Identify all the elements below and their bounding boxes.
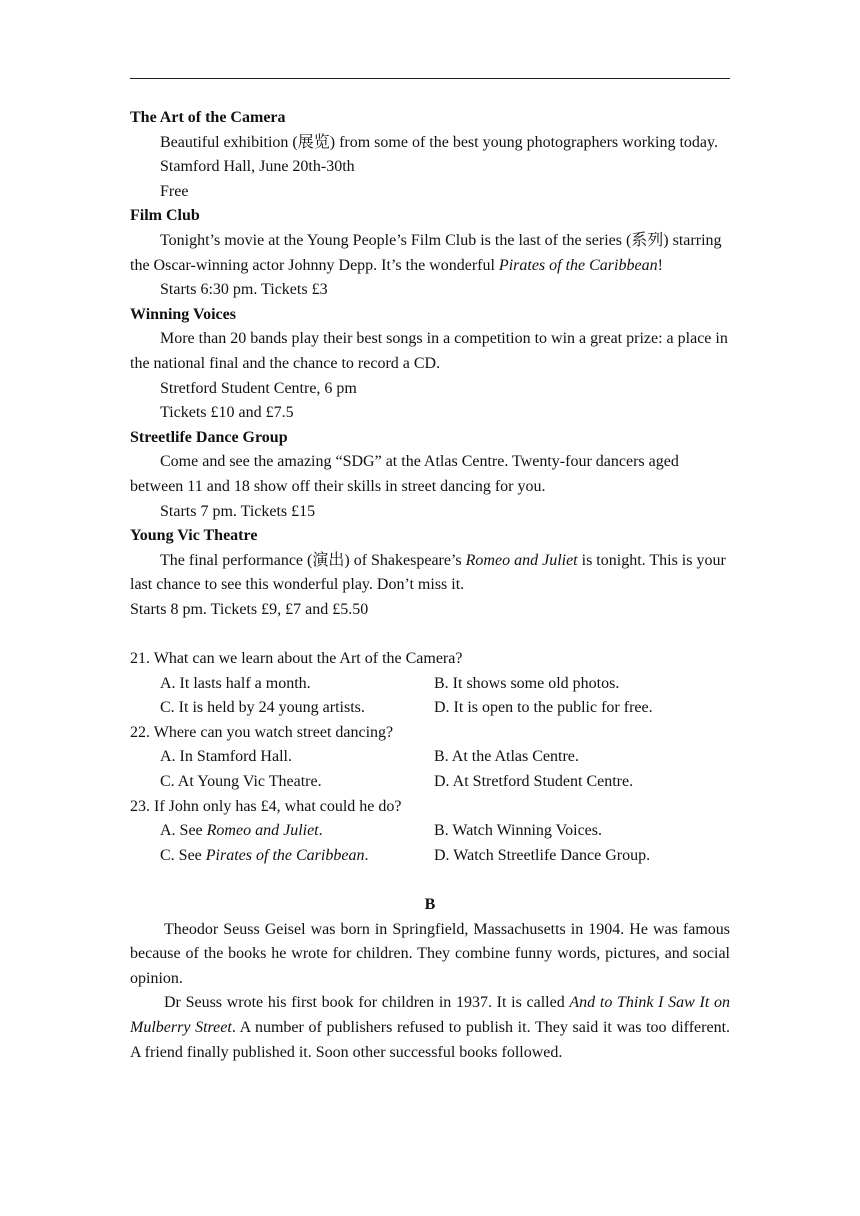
- desc-text: is tonight. This is your last chance to see this wonderful play. Don’t miss it.: [130, 551, 726, 594]
- option-c: C. At Young Vic Theatre.: [160, 773, 322, 791]
- ad-description: [130, 549, 730, 598]
- desc-text: The final performance (演出) of Shakespeare’s: [160, 551, 466, 569]
- ad-price: Tickets £10 and £7.5: [160, 404, 294, 422]
- ad-time-price: Starts 6:30 pm. Tickets £3: [160, 281, 328, 299]
- option-c: C. It is held by 24 young artists.: [160, 699, 365, 717]
- ad-time-price: Starts 8 pm. Tickets £9, £7 and £5.50: [130, 600, 369, 618]
- desc-text: Tonight’s movie at the Young People’s Film Club is the last of the series (系列) starring the Oscar-winning actor Johnny Depp. It’s the wonderful: [130, 231, 722, 274]
- option-text: A. See: [160, 822, 207, 840]
- paragraph: Theodor Seuss Geisel was born in Springfield, Massachusetts in 1904. He was famous because of the books he wrote for children. They combine funny words, pictures, and social opinion.: [130, 920, 730, 987]
- top-rule: [130, 78, 730, 79]
- paragraph: [130, 991, 730, 1065]
- ad-title: Film Club: [130, 207, 200, 225]
- ad-title: Young Vic Theatre: [130, 527, 258, 545]
- option-c: [160, 844, 434, 869]
- ad-time-price: Starts 7 pm. Tickets £15: [160, 502, 316, 520]
- ad-description: [130, 229, 730, 278]
- spacer: [130, 868, 730, 893]
- ad-art-of-camera: [130, 106, 730, 204]
- option-d: D. It is open to the public for free.: [434, 699, 653, 717]
- para-italic: And to Think I Saw It on Mulberry Street: [130, 994, 731, 1036]
- option-text: C. See: [160, 846, 206, 864]
- ad-price: Free: [160, 182, 189, 200]
- question-23: [130, 795, 730, 869]
- option-a: A. It lasts half a month.: [160, 674, 311, 692]
- options-row: [130, 745, 730, 770]
- option-a: A. In Stamford Hall.: [160, 748, 292, 766]
- ad-location: Stamford Hall, June 20th-30th: [160, 158, 355, 176]
- option-d: D. Watch Streetlife Dance Group.: [434, 846, 651, 864]
- spacer: [130, 622, 730, 647]
- desc-italic: Pirates of the Caribbean: [498, 256, 658, 274]
- ad-description: Beautiful exhibition (展览) from some of the best young photographers working today.: [160, 133, 718, 151]
- ad-winning-voices: [130, 303, 730, 426]
- options-row: [130, 819, 730, 844]
- question-stem: 22. Where can you watch street dancing?: [130, 723, 394, 741]
- ad-film-club: [130, 204, 730, 302]
- option-b: B. At the Atlas Centre.: [434, 748, 579, 766]
- ad-young-vic: [130, 524, 730, 622]
- ad-title: Streetlife Dance Group: [130, 428, 288, 446]
- ad-title: The Art of the Camera: [130, 109, 286, 126]
- option-a: [160, 819, 434, 844]
- para-text: . A number of publishers refused to publish it. They said it was too different. A friend finally published it. Soon other successful books followed.: [130, 1018, 731, 1061]
- para-text: Dr Seuss wrote his first book for children in 1937. It is called: [164, 994, 570, 1012]
- question-stem: 23. If John only has £4, what could he do?: [130, 797, 402, 815]
- options-row: [130, 770, 730, 795]
- option-text: .: [364, 846, 369, 864]
- option-italic: Romeo and Juliet: [206, 822, 319, 840]
- section-heading: B: [424, 896, 436, 913]
- page-content: [130, 106, 730, 1065]
- ad-title: Winning Voices: [130, 305, 236, 323]
- option-b: B. It shows some old photos.: [434, 674, 620, 692]
- section-b: [130, 893, 730, 1065]
- option-text: .: [318, 822, 323, 840]
- desc-italic: Romeo and Juliet: [465, 551, 578, 569]
- ad-description: Come and see the amazing “SDG” at the Atlas Centre. Twenty-four dancers aged between 11 and 18 show off their skills in street dancing for you.: [130, 453, 679, 495]
- option-d: D. At Stretford Student Centre.: [434, 773, 634, 791]
- options-row: [130, 672, 730, 697]
- question-stem: 21. What can we learn about the Art of the Camera?: [130, 650, 463, 668]
- question-21: [130, 647, 730, 721]
- ad-streetlife: [130, 426, 730, 524]
- options-row: [130, 696, 730, 721]
- option-b: B. Watch Winning Voices.: [434, 822, 602, 840]
- options-row: [130, 844, 730, 869]
- desc-text: !: [657, 256, 663, 274]
- option-italic: Pirates of the Caribbean: [205, 846, 365, 864]
- ad-description: More than 20 bands play their best songs in a competition to win a great prize: a place in the national final and the chance to record a CD.: [130, 330, 728, 372]
- ad-location: Stretford Student Centre, 6 pm: [160, 379, 357, 397]
- question-22: [130, 721, 730, 795]
